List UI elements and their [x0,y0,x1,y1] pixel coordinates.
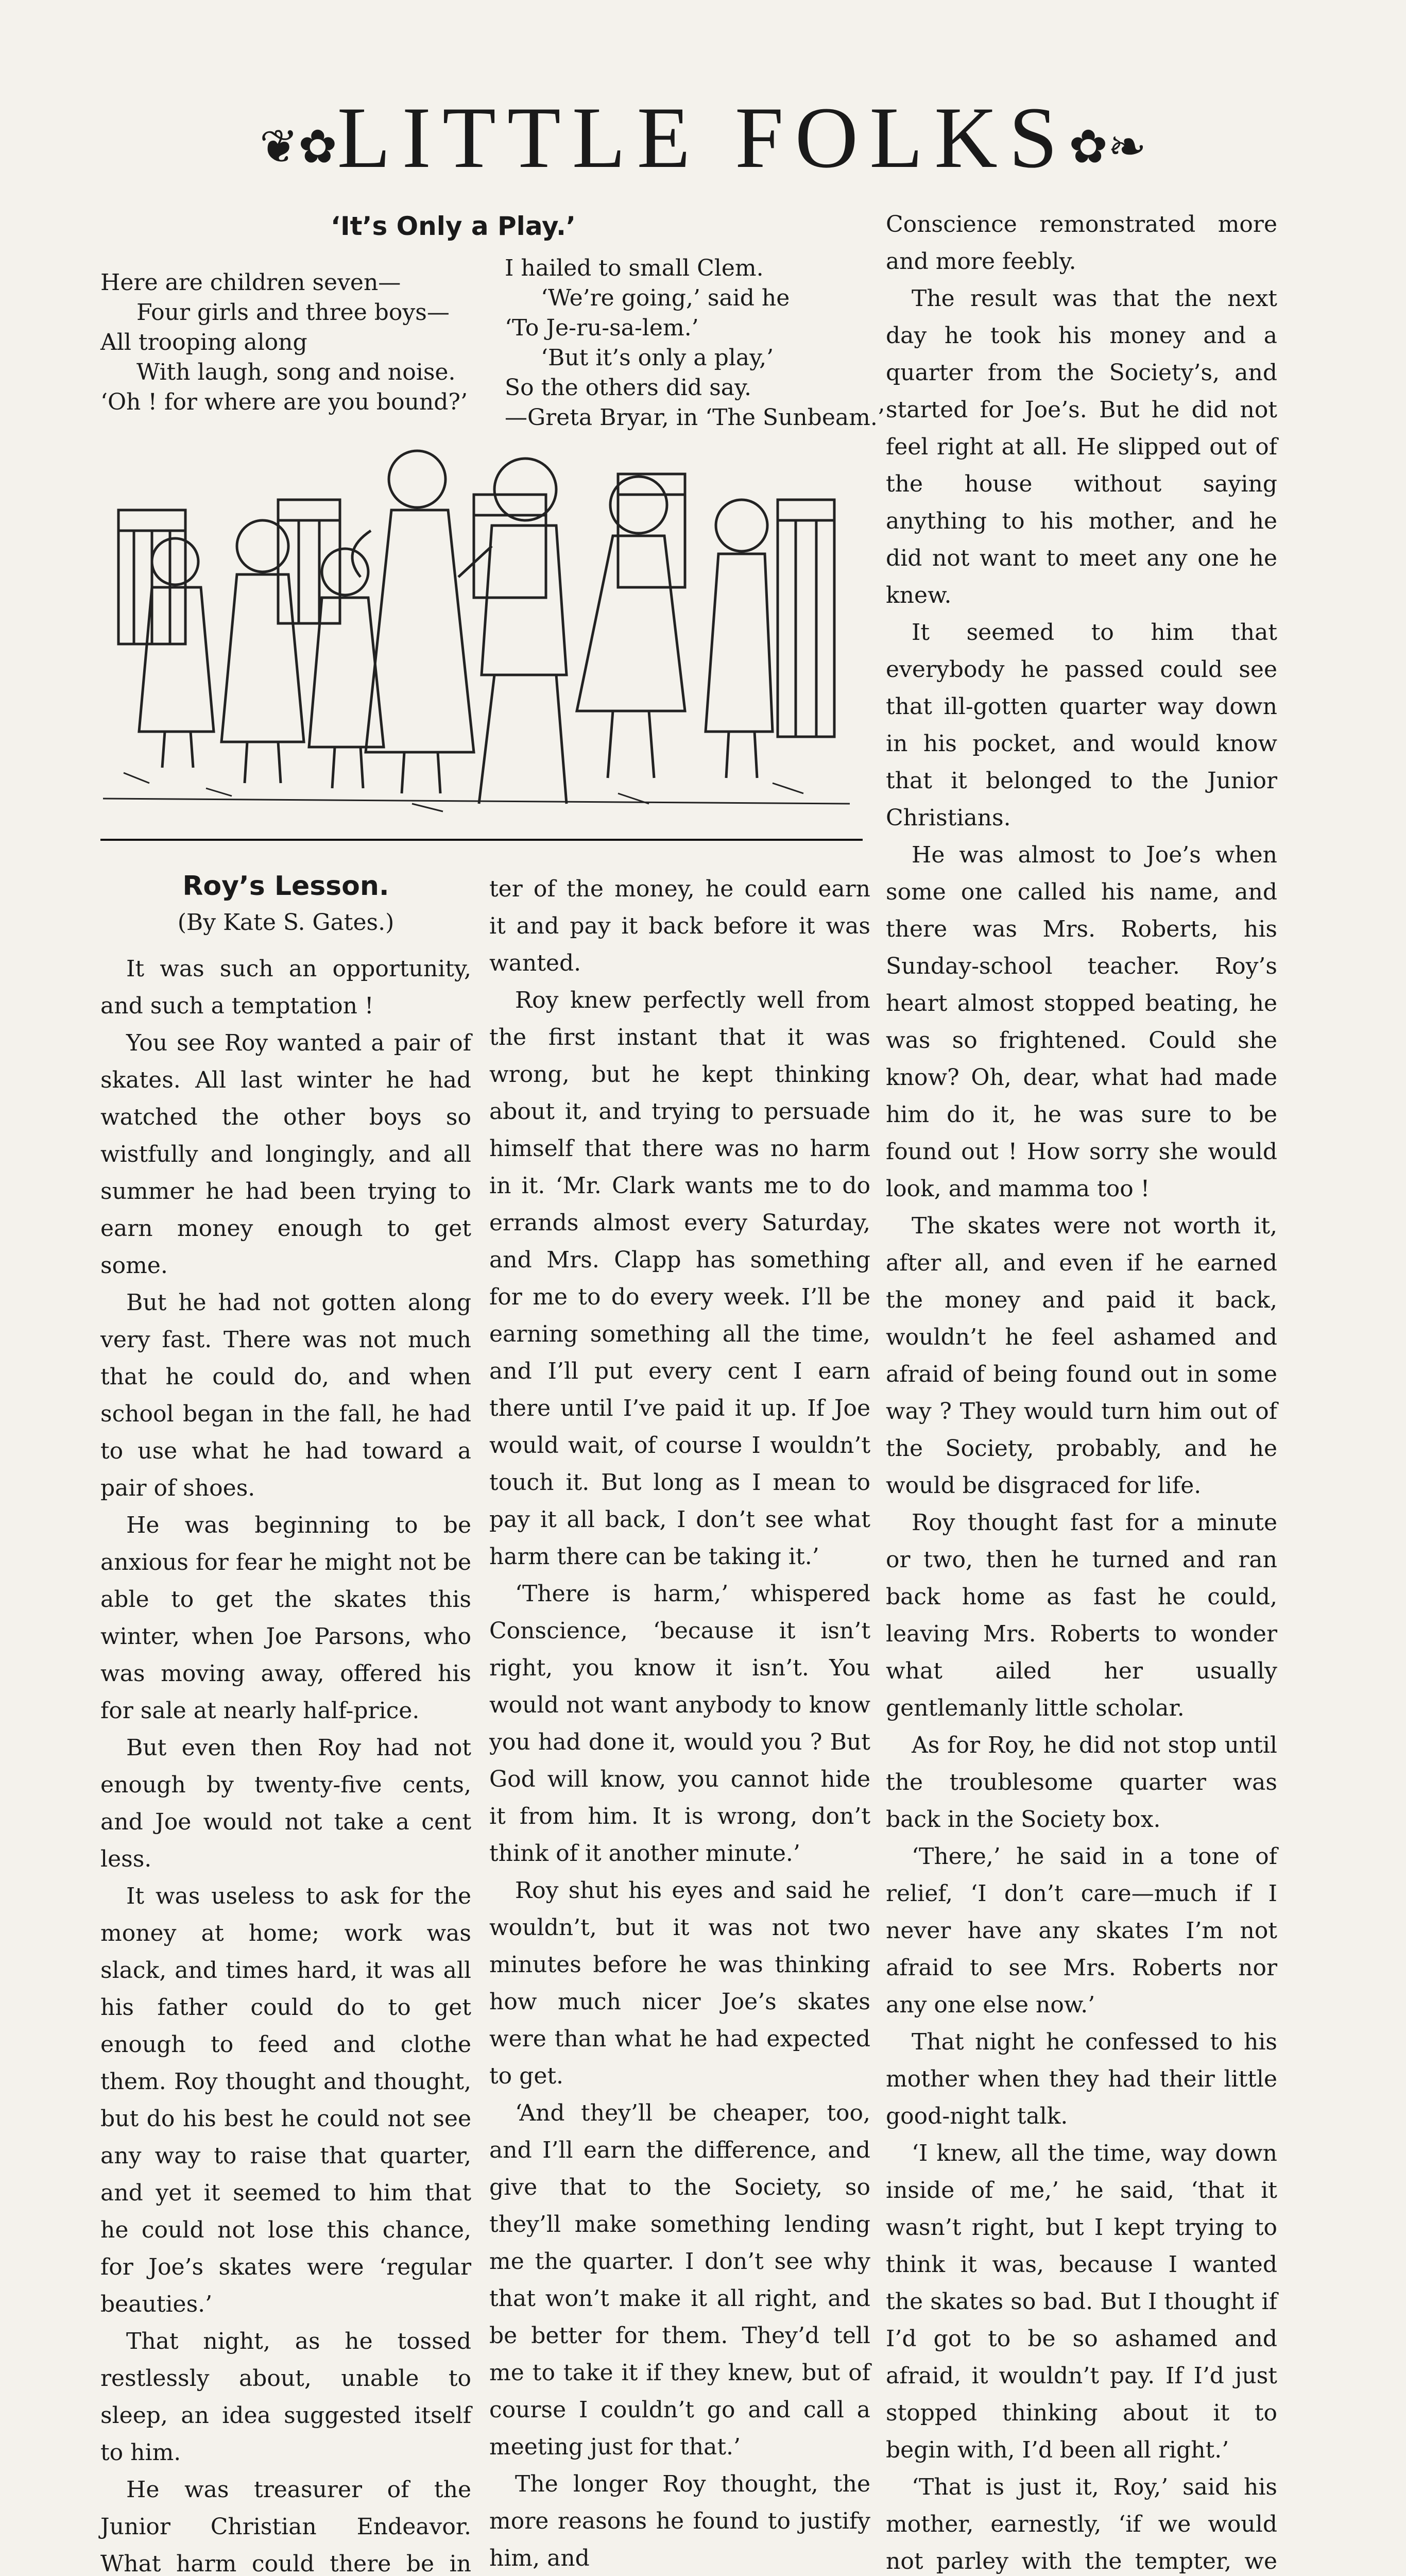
paragraph: Conscience remonstrated more and more feebly. [886,211,1277,275]
paragraph: The result was that the next day he took his money and a quarter from the Society’s, and started for Joe’s. But he did not feel right at all. He slipped out of the house without saying anything to his mother, and he did not want to meet any one he knew. [886,285,1277,608]
paragraph: That night, as he tossed restlessly about, unable to sleep, an idea suggested itself to him. [100,2328,471,2466]
poem-line: I hailed to small Clem. [505,255,764,281]
paragraph: The longer Roy thought, the more reasons he found to justify him, and [489,2471,870,2571]
paragraph: ‘That is just it, Roy,’ said his mother, earnestly, ‘if we would not parley with the tempter, we [886,2474,1277,2574]
paragraph: ter of the money, he could earn it and pay it back before it was wanted. [489,876,870,976]
poem-line: All trooping along [100,329,307,355]
chair-icon [474,495,546,598]
chair-icon [778,500,834,737]
paragraph: ‘There,’ he said in a tone of relief, ‘I don’t care—much if I never have any skates I’m not afraid to see Mrs. Roberts nor any one else now.’ [886,1843,1277,2018]
poem-line: With laugh, song and noise. [136,359,456,385]
children-illustration [103,443,850,819]
ornament-left-icon: ❦✿ [259,122,337,173]
poem-line: ‘But it’s only a play,’ [541,345,774,371]
paragraph: It was such an opportunity, and such a temptation ! [100,956,471,1019]
story-column-3 [886,206,1277,2576]
poem-line: Here are children seven— [100,269,401,296]
poem-line: So the others did say. [505,375,752,401]
poem-line: Four girls and three boys— [136,299,450,326]
paragraph: As for Roy, he did not stop until the troublesome quarter was back in the Society box. [886,1732,1277,1833]
paragraph: ‘And they’ll be cheaper, too, and I’ll earn the difference, and give that to the Society, so they’ll make something lending me the quarter. I don’t see why that won’t make it all right, and be better for them. They’d tell me to take it if they knew, but of course I couldn’t go and call a meeting just for that.’ [489,2100,870,2460]
child-figure [221,520,304,783]
paragraph: You see Roy wanted a pair of skates. All last winter he had watched the other boys so wistfully and longingly, and all summer he had been trying to earn money enough to get some. [100,1030,471,1279]
ornament-right-icon: ✿❧ [1069,122,1147,173]
masthead [0,88,1406,188]
paragraph: ‘I knew, all the time, way down inside of me,’ he said, ‘that it wasn’t right, but I kept trying to think it was, because I wanted the skates so bad. But I thought if I’d got to be so ashamed and afraid, it wouldn’t pay. If I’d just stopped thinking about it to begin with, I’d been all right.’ [886,2140,1277,2463]
paragraph: But even then Roy had not enough by twenty-five cents, and Joe would not take a cent less. [100,1735,471,1872]
paragraph: But he had not gotten along very fast. There was not much that he could do, and when school began in the fall, he had to use what he had toward a pair of shoes. [100,1290,471,1501]
poem-attribution: —Greta Bryar, in ‘The Sunbeam.’ [505,404,885,431]
paragraph: He was almost to Joe’s when some one called his name, and there was Mrs. Roberts, his Sunday-school teacher. Roy’s heart almost stopped beating, he was so frightened. Could she know? Oh, dear, what had made him do it, he was sure to be found out ! How sorry she would look, and mamma too ! [886,842,1277,1202]
story-byline: (By Kate S. Gates.) [177,909,395,936]
masthead-title: LITTLE FOLKS [337,89,1069,186]
story-title: Roy’s Lesson. [182,871,389,902]
paragraph: Roy thought fast for a minute or two, then he turned and ran back home as fast he could, leaving Mrs. Roberts to wonder what ailed her usually gentlemanly little scholar. [886,1510,1277,1721]
paragraph: That night he confessed to his mother when they had their little good-night talk. [886,2029,1277,2129]
paragraph: Roy knew perfectly well from the first instant that it was wrong, but he kept thinking about it, and trying to persuade himself that there was no harm in it. ‘Mr. Clark wants me to do errands almost every Saturday, and Mrs. Clapp has something for me to do every week. I’ll be earning something all the time, and I’ll put every cent I earn there until I’ve paid it up. If Joe would wait, of course I wouldn’t touch it. But long as I mean to pay it all back, I don’t see what harm there can be taking it.’ [489,987,870,1570]
child-figure [706,500,773,778]
poem-right-stanza [505,253,885,433]
paragraph: The skates were not worth it, after all, and even if he earned the money and paid it back, wouldn’t he feel ashamed and afraid of being found out in some way ? They would turn him out of the Society, probably, and he would be disgraced for life. [886,1213,1277,1499]
paragraph: ‘There is harm,’ whispered Conscience, ‘because it isn’t right, you know it isn’t. You would not want anybody to know you had done it, would you ? But God will know, you cannot hide it from him. It is wrong, don’t think of it another minute.’ [489,1581,870,1867]
poem-line: ‘Oh ! for where are you bound?’ [100,389,468,415]
paragraph: He was beginning to be anxious for fear he might not be able to get the skates this winter, when Joe Parsons, who was moving away, offered his for sale at nearly half-price. [100,1512,471,1724]
paragraph: It seemed to him that everybody he passed could see that ill-gotten quarter way down in his pocket, and would know that it belonged to the Junior Christians. [886,619,1277,831]
story-column-1 [100,951,471,2576]
chair-icon [118,510,185,644]
child-figure [139,538,214,768]
poem-left-stanza [100,268,468,417]
section-divider [100,839,863,841]
paragraph: It was useless to ask for the money at home; work was slack, and times hard, it was all his father could do to get enough to feed and clothe them. Roy thought and thought, but do his best he could not see any way to raise that quarter, and yet it seemed to him that he could not lose this chance, for Joe’s skates were ‘regular beauties.’ [100,1883,471,2317]
story-column-2 [489,871,870,2576]
poem-line: ‘We’re going,’ said he [541,285,790,311]
chair-icon [278,500,340,623]
child-figure [577,477,685,778]
paragraph: Roy shut his eyes and said he wouldn’t, but it was not two minutes before he was thinking how much nicer Joe’s skates were than what he had expected to get. [489,1877,870,2089]
poem-line: ‘To Je-ru-sa-lem.’ [505,315,699,341]
poem-title: ‘It’s Only a Play.’ [330,211,576,241]
paragraph: He was treasurer of the Junior Christian Endeavor. What harm could there be in [100,2477,471,2576]
